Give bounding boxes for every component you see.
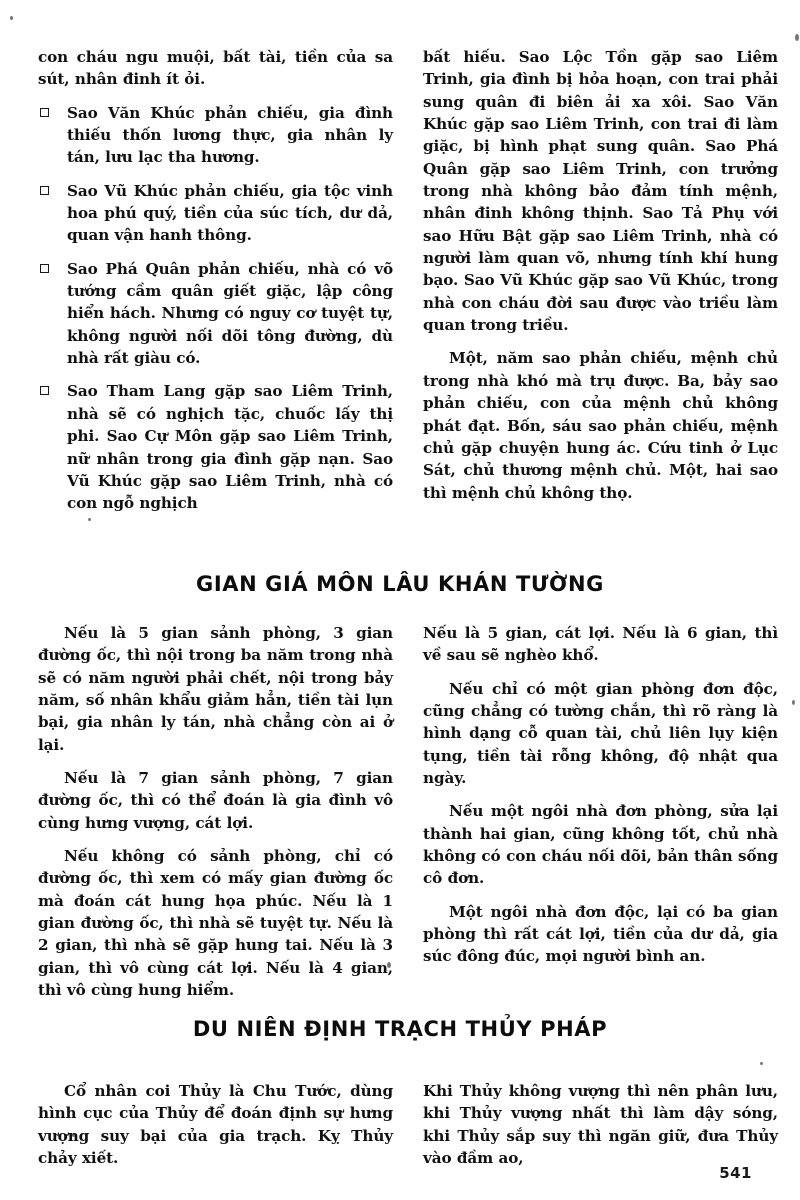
bullet-list-item	[38, 380, 393, 514]
top-section-right-column	[423, 46, 778, 526]
body-paragraph: Một, năm sao phản chiếu, mệnh chủ trong nhà khó mà trụ được. Ba, bảy sao phản chiếu, con của mệnh chủ không phát đạt. Bốn, sáu sao phản chiếu, mệnh chủ gặp chuyện hung ác. Cứu tinh ở Lục Sát, chủ thương mệnh chủ. Một, hai sao thì mệnh chủ không thọ.	[423, 349, 778, 502]
bullet-text: Sao Tham Lang gặp sao Liêm Trinh, nhà sẽ có nghịch tặc, chuốc lấy thị phi. Sao Cự Môn gặp sao Liêm Trinh, nữ nhân trong gia đình gặp nạn. Sao Vũ Khúc gặp sao Liêm Trinh, nhà có con ngỗ nghịch	[67, 382, 393, 513]
bottom-section-left-column	[38, 1080, 393, 1180]
body-paragraph: Cổ nhân coi Thủy là Chu Tước, dùng hình cục của Thủy để đoán định sự hưng vượng suy bại của gia trạch. Kỵ Thủy chảy xiết.	[38, 1082, 393, 1168]
bullet-text: Sao Phá Quân phản chiếu, nhà có võ tướng cầm quân giết giặc, lập công hiển hách. Nhưng có nguy cơ tuyệt tự, không người nối dõi tông đường, dù nhà rất giàu có.	[67, 259, 393, 368]
scan-speck	[760, 1062, 763, 1065]
mid-section-right-column	[423, 622, 778, 1013]
section-heading-gian-gia-mon-lau-khan-tuong: GIAN GIÁ MÔN LÂU KHÁN TƯỜNG	[195, 572, 604, 596]
body-paragraph: Nếu là 5 gian sảnh phòng, 3 gian đường ốc, thì nội trong ba năm trong nhà sẽ có năm người phải chết, nội trong bảy năm, số nhân khẩu giảm hẳn, tiền tài lụn bại, gia nhân ly tán, nhà chẳng còn ai ở lại.	[38, 624, 393, 754]
lead-paragraph: con cháu ngu muội, bất tài, tiền của sa sút, nhân đinh ít ỏi.	[38, 48, 393, 89]
body-paragraph: Nếu chỉ có một gian phòng đơn độc, cũng chẳng có tường chắn, thì rõ ràng là hình dạng cỗ quan tài, chủ liên lụy kiện tụng, tiền tài rỗng không, độ nhật qua ngày.	[423, 679, 778, 788]
square-bullet-icon	[40, 186, 49, 195]
square-bullet-icon	[40, 108, 49, 117]
bullet-list-item	[38, 180, 393, 247]
body-paragraph: Nếu không có sảnh phòng, chỉ có đường ốc, thì xem có mấy gian đường ốc mà đoán cát hung họa phúc. Nếu là 1 gian đường ốc, thì nhà sẽ tuyệt tự. Nếu là 2 gian, thì nhà sẽ gặp hung tai. Nếu là 3 gian, thì vô cùng cát lợi. Nếu là 4 gian, thì vô cùng hung hiểm.	[38, 847, 393, 1000]
square-bullet-icon	[40, 386, 49, 395]
section-heading-2-wrapper	[0, 1017, 800, 1041]
top-section-left-column	[38, 46, 393, 526]
scan-speck	[795, 34, 799, 41]
body-paragraph: Khi Thủy không vượng thì nên phân lưu, khi Thủy vượng nhất thì làm dậy sóng, khi Thủy sắp suy thì ngăn giữ, đưa Thủy vào đầm ao,	[423, 1082, 778, 1168]
section-heading-1-wrapper	[0, 572, 800, 596]
section-heading-du-nien-dinh-trach-thuy-phap: DU NIÊN ĐỊNH TRẠCH THỦY PHÁP	[192, 1017, 608, 1041]
mid-section-columns	[38, 622, 778, 1013]
bottom-section-columns	[38, 1080, 778, 1180]
bullet-text: Sao Văn Khúc phản chiếu, gia đình thiếu thốn lương thực, gia nhân ly tán, lưu lạc tha hương.	[67, 103, 393, 167]
body-paragraph: Một ngôi nhà đơn độc, lại có ba gian phòng thì rất cát lợi, tiền của dư dả, gia súc đông đúc, mọi người bình an.	[423, 902, 778, 966]
body-paragraph: Nếu là 7 gian sảnh phòng, 7 gian đường ốc, thì có thể đoán là gia đình vô cùng hưng vượng, cát lợi.	[38, 769, 393, 832]
mid-section-left-column	[38, 622, 393, 1013]
bullet-list-item	[38, 258, 393, 370]
bullet-text: Sao Vũ Khúc phản chiếu, gia tộc vinh hoa phú quý, tiền của súc tích, dư dả, quan vận hanh thông.	[67, 181, 393, 245]
bullet-list-item	[38, 102, 393, 169]
square-bullet-icon	[40, 264, 49, 273]
body-paragraph: Nếu một ngôi nhà đơn phòng, sửa lại thành hai gian, cũng không tốt, chủ nhà không có con cháu nối dõi, bản thân sống cô đơn.	[423, 802, 778, 888]
scan-speck	[10, 16, 13, 20]
top-section-columns	[38, 46, 778, 526]
body-paragraph: Nếu là 5 gian, cát lợi. Nếu là 6 gian, thì về sau sẽ nghèo khổ.	[423, 624, 778, 665]
page-number: 541	[719, 1164, 752, 1182]
scan-speck	[792, 700, 795, 705]
body-paragraph: bất hiếu. Sao Lộc Tồn gặp sao Liêm Trinh, gia đình bị hỏa hoạn, con trai phải sung quân đi biên ải xa xôi. Sao Văn Khúc gặp sao Liêm Trinh, con trai đi làm giặc, bị hình phạt sung quân. Sao Phá Quân gặp sao Liêm Trinh, con trưởng trong nhà không bảo đảm tính mệnh, nhân đinh không thịnh. Sao Tả Phụ với sao Hữu Bật gặp sao Liêm Trinh, nhà có người làm quan võ, nhưng tính khí hung bạo. Sao Vũ Khúc gặp sao Vũ Khúc, trong nhà con cháu đời sau được vào triều làm quan trong triều.	[423, 48, 778, 335]
